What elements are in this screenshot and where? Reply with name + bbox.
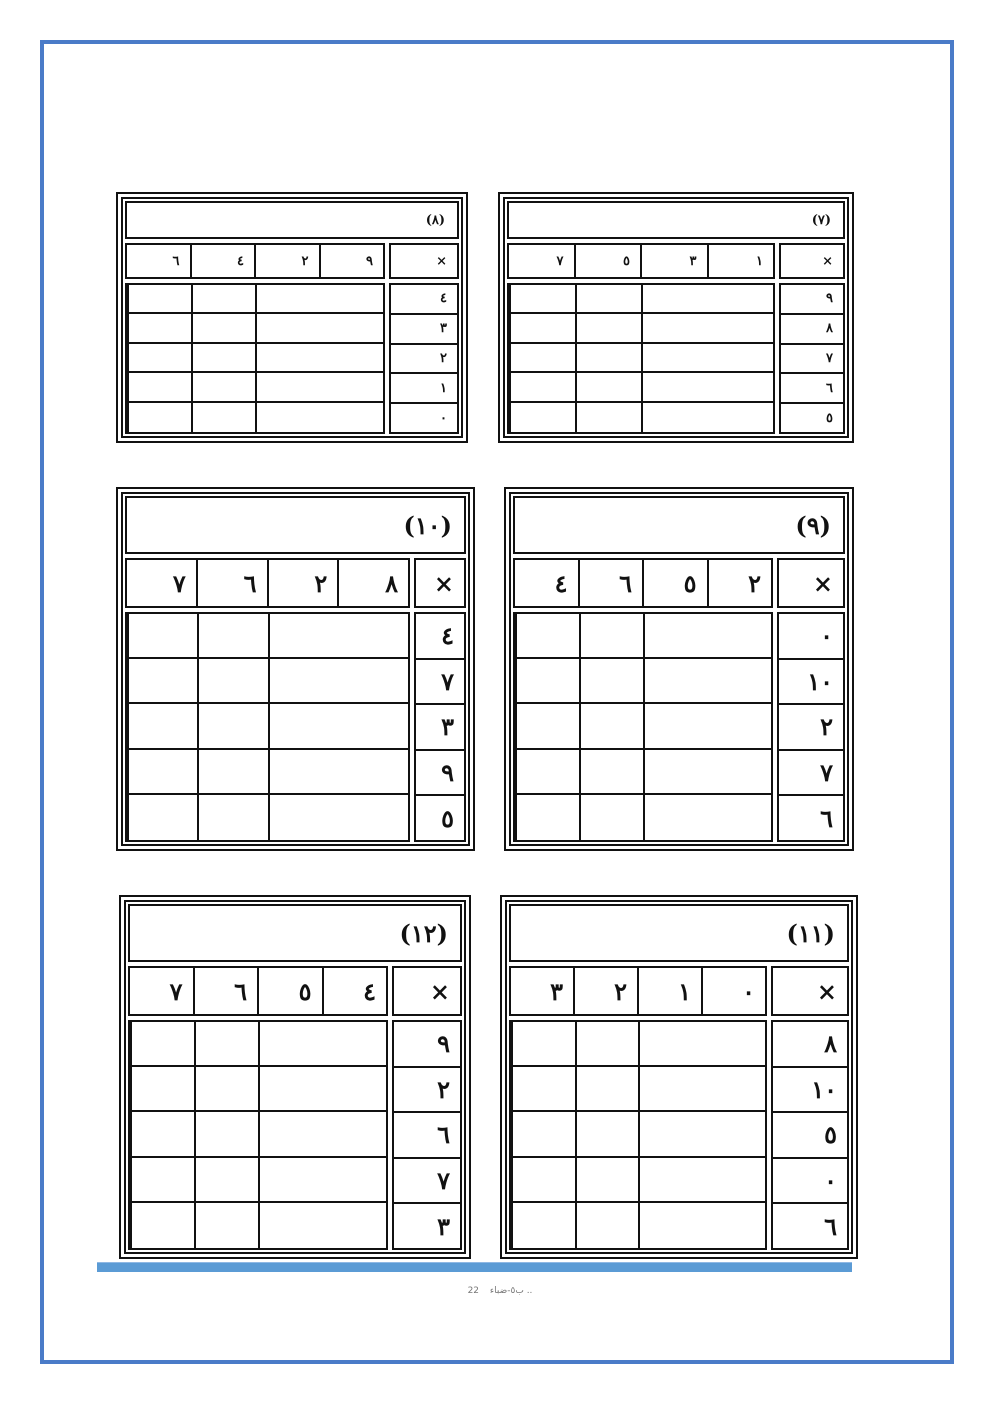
row-factor: ٧ bbox=[416, 660, 464, 706]
answer-cell[interactable] bbox=[707, 403, 773, 432]
row-factor: ٤ bbox=[416, 614, 464, 660]
answer-cell[interactable] bbox=[127, 373, 191, 402]
answer-cell[interactable] bbox=[641, 403, 707, 432]
answer-cell[interactable] bbox=[338, 795, 408, 840]
answer-cell[interactable] bbox=[191, 403, 255, 432]
answer-cell[interactable] bbox=[509, 403, 575, 432]
column-factor: ٧ bbox=[172, 568, 186, 598]
row-factors bbox=[777, 612, 845, 842]
answer-cell[interactable] bbox=[511, 1067, 575, 1112]
row-factor: ١ bbox=[391, 374, 457, 404]
answer-cell[interactable] bbox=[515, 750, 579, 795]
answer-block bbox=[125, 283, 459, 434]
row-factor: ٣ bbox=[391, 315, 457, 345]
answer-cell[interactable] bbox=[579, 704, 643, 749]
row-factor: ٧ bbox=[779, 751, 843, 797]
answer-cell[interactable] bbox=[579, 659, 643, 704]
answer-cell[interactable] bbox=[509, 285, 575, 314]
answer-cell[interactable] bbox=[638, 1158, 702, 1203]
column-factor: ٩ bbox=[319, 245, 384, 277]
answer-cell[interactable] bbox=[338, 614, 408, 659]
answer-block bbox=[507, 283, 845, 434]
row-factor: ٠ bbox=[773, 1159, 847, 1205]
answer-cell[interactable] bbox=[319, 314, 383, 343]
column-factor: ٠ bbox=[701, 968, 765, 1014]
answer-block bbox=[125, 612, 466, 842]
answer-cell[interactable] bbox=[197, 750, 267, 795]
multiply-sign: × bbox=[392, 966, 462, 1016]
answer-cell[interactable] bbox=[130, 1158, 194, 1203]
row-factor: ١٠ bbox=[773, 1068, 847, 1114]
row-factor: ٥ bbox=[826, 410, 833, 426]
column-factor: ٢ bbox=[254, 245, 319, 277]
answer-grid bbox=[125, 283, 385, 434]
multiplication-worksheet bbox=[116, 192, 468, 443]
row-factor: ٩ bbox=[416, 751, 464, 797]
answer-cell[interactable] bbox=[509, 314, 575, 343]
multiply-sign: × bbox=[414, 558, 466, 608]
column-factor: ٦ bbox=[193, 968, 258, 1014]
footer-author: ب٥-ضباء .. bbox=[489, 1286, 533, 1296]
answer-cell[interactable] bbox=[707, 373, 773, 402]
row-factor: ٦ bbox=[394, 1113, 460, 1159]
row-factor: ٣ bbox=[416, 705, 464, 751]
worksheet-inner-frame bbox=[124, 900, 466, 1254]
answer-cell[interactable] bbox=[575, 1203, 639, 1248]
row-factor: ٨ bbox=[773, 1022, 847, 1068]
answer-cell[interactable] bbox=[127, 285, 191, 314]
column-factor: ٣ bbox=[550, 976, 563, 1006]
answer-cell[interactable] bbox=[579, 614, 643, 659]
answer-cell[interactable] bbox=[319, 373, 383, 402]
answer-cell[interactable] bbox=[515, 795, 579, 840]
answer-cell[interactable] bbox=[702, 1158, 766, 1203]
answer-cell[interactable] bbox=[319, 344, 383, 373]
header-row bbox=[125, 243, 459, 279]
column-factor: ٧ bbox=[556, 253, 564, 269]
row-factor: ٠ bbox=[779, 614, 843, 660]
answer-cell[interactable] bbox=[319, 403, 383, 432]
worksheet-title: (١٢) bbox=[128, 904, 462, 962]
answer-cell[interactable] bbox=[641, 344, 707, 373]
row-factor: ٦ bbox=[781, 374, 843, 404]
answer-cell[interactable] bbox=[255, 285, 319, 314]
answer-cell[interactable] bbox=[575, 1112, 639, 1157]
answer-cell[interactable] bbox=[191, 285, 255, 314]
column-factor: ١ bbox=[637, 968, 701, 1014]
answer-cell[interactable] bbox=[258, 1067, 322, 1112]
worksheet-inner-frame bbox=[121, 492, 470, 846]
answer-cell[interactable] bbox=[575, 1022, 639, 1067]
footer-bar bbox=[97, 1262, 852, 1272]
answer-block bbox=[128, 1020, 462, 1250]
answer-cell[interactable] bbox=[575, 1158, 639, 1203]
answer-cell[interactable] bbox=[322, 1203, 386, 1248]
answer-cell[interactable] bbox=[515, 614, 579, 659]
answer-cell[interactable] bbox=[707, 344, 773, 373]
answer-cell[interactable] bbox=[194, 1158, 258, 1203]
header-row bbox=[125, 558, 466, 608]
answer-cell[interactable] bbox=[268, 704, 338, 749]
answer-cell[interactable] bbox=[641, 285, 707, 314]
answer-cell[interactable] bbox=[511, 1022, 575, 1067]
answer-cell[interactable] bbox=[707, 614, 771, 659]
column-factor: ٤ bbox=[190, 245, 255, 277]
worksheet-title: (١٠) bbox=[125, 496, 466, 554]
answer-cell[interactable] bbox=[255, 373, 319, 402]
row-factors bbox=[779, 283, 845, 434]
answer-cell[interactable] bbox=[322, 1067, 386, 1112]
answer-cell[interactable] bbox=[127, 614, 197, 659]
column-factor: ٣ bbox=[640, 245, 707, 277]
answer-cell[interactable] bbox=[130, 1112, 194, 1157]
row-factor: ٥ bbox=[441, 803, 454, 833]
answer-cell[interactable] bbox=[191, 314, 255, 343]
answer-cell[interactable] bbox=[643, 750, 707, 795]
answer-cell[interactable] bbox=[127, 314, 191, 343]
row-factor: ٣ bbox=[437, 1211, 450, 1241]
answer-cell[interactable] bbox=[127, 704, 197, 749]
answer-cell[interactable] bbox=[268, 750, 338, 795]
answer-cell[interactable] bbox=[575, 344, 641, 373]
answer-cell[interactable] bbox=[707, 314, 773, 343]
answer-cell[interactable] bbox=[194, 1112, 258, 1157]
answer-cell[interactable] bbox=[638, 1067, 702, 1112]
answer-cell[interactable] bbox=[638, 1203, 702, 1248]
row-factor: ٥ bbox=[773, 1113, 847, 1159]
row-factors bbox=[392, 1020, 462, 1250]
answer-cell[interactable] bbox=[575, 285, 641, 314]
column-factors bbox=[513, 558, 773, 608]
answer-grid bbox=[509, 1020, 767, 1250]
answer-cell[interactable] bbox=[638, 1112, 702, 1157]
answer-cell[interactable] bbox=[197, 704, 267, 749]
answer-cell[interactable] bbox=[319, 285, 383, 314]
answer-cell[interactable] bbox=[575, 314, 641, 343]
answer-cell[interactable] bbox=[338, 750, 408, 795]
answer-cell[interactable] bbox=[707, 704, 771, 749]
row-factors bbox=[771, 1020, 849, 1250]
column-factors bbox=[507, 243, 775, 279]
answer-cell[interactable] bbox=[707, 285, 773, 314]
answer-cell[interactable] bbox=[191, 373, 255, 402]
answer-cell[interactable] bbox=[515, 659, 579, 704]
answer-grid bbox=[125, 612, 410, 842]
multiply-sign: × bbox=[771, 966, 849, 1016]
row-factor: ٠ bbox=[440, 410, 447, 426]
column-factor: ٤ bbox=[322, 968, 387, 1014]
answer-cell[interactable] bbox=[511, 1112, 575, 1157]
answer-cell[interactable] bbox=[575, 403, 641, 432]
worksheet-inner-frame bbox=[505, 900, 853, 1254]
answer-cell[interactable] bbox=[643, 704, 707, 749]
answer-cell[interactable] bbox=[194, 1022, 258, 1067]
answer-cell[interactable] bbox=[197, 659, 267, 704]
worksheet-title: (٧) bbox=[507, 201, 845, 239]
answer-cell[interactable] bbox=[509, 344, 575, 373]
row-factor: ٦ bbox=[820, 803, 833, 833]
worksheet-title: (١١) bbox=[509, 904, 849, 962]
answer-cell[interactable] bbox=[191, 344, 255, 373]
answer-cell[interactable] bbox=[702, 1067, 766, 1112]
answer-cell[interactable] bbox=[127, 795, 197, 840]
answer-cell[interactable] bbox=[515, 704, 579, 749]
answer-cell[interactable] bbox=[127, 403, 191, 432]
multiplication-worksheet bbox=[500, 895, 858, 1259]
answer-grid bbox=[128, 1020, 388, 1250]
answer-cell[interactable] bbox=[511, 1203, 575, 1248]
column-factor: ٦ bbox=[172, 253, 180, 269]
column-factor: ٥ bbox=[574, 245, 641, 277]
answer-cell[interactable] bbox=[643, 614, 707, 659]
answer-cell[interactable] bbox=[255, 403, 319, 432]
row-factor: ٧ bbox=[781, 345, 843, 375]
header-row bbox=[128, 966, 462, 1016]
worksheet-inner-frame bbox=[121, 197, 463, 438]
column-factor: ١ bbox=[707, 245, 774, 277]
answer-cell[interactable] bbox=[268, 659, 338, 704]
multiplication-worksheet bbox=[498, 192, 854, 443]
multiply-sign: × bbox=[389, 243, 459, 279]
answer-cell[interactable] bbox=[575, 373, 641, 402]
header-row bbox=[509, 966, 849, 1016]
worksheet-title: (٩) bbox=[513, 496, 845, 554]
answer-cell[interactable] bbox=[130, 1022, 194, 1067]
column-factors bbox=[509, 966, 767, 1016]
column-factor: ٤ bbox=[554, 568, 568, 598]
answer-cell[interactable] bbox=[579, 750, 643, 795]
column-factor: ٦ bbox=[196, 560, 267, 606]
multiplication-worksheet bbox=[116, 487, 475, 851]
answer-cell[interactable] bbox=[268, 795, 338, 840]
answer-cell[interactable] bbox=[258, 1022, 322, 1067]
multiply-sign: × bbox=[779, 243, 845, 279]
column-factor: ٢ bbox=[573, 968, 637, 1014]
row-factor: ٧ bbox=[394, 1159, 460, 1205]
column-factor: ٧ bbox=[169, 976, 183, 1006]
answer-cell[interactable] bbox=[130, 1203, 194, 1248]
column-factor: ٥ bbox=[642, 560, 707, 606]
answer-cell[interactable] bbox=[509, 373, 575, 402]
answer-cell[interactable] bbox=[322, 1112, 386, 1157]
column-factor: ٨ bbox=[337, 560, 408, 606]
answer-cell[interactable] bbox=[127, 344, 191, 373]
answer-cell[interactable] bbox=[127, 659, 197, 704]
answer-cell[interactable] bbox=[258, 1112, 322, 1157]
row-factor: ٤ bbox=[391, 285, 457, 315]
answer-cell[interactable] bbox=[643, 795, 707, 840]
column-factors bbox=[125, 558, 410, 608]
answer-cell[interactable] bbox=[575, 1067, 639, 1112]
multiplication-worksheet bbox=[504, 487, 854, 851]
answer-cell[interactable] bbox=[638, 1022, 702, 1067]
answer-cell[interactable] bbox=[338, 704, 408, 749]
answer-cell[interactable] bbox=[258, 1203, 322, 1248]
answer-cell[interactable] bbox=[255, 314, 319, 343]
row-factor: ٨ bbox=[781, 315, 843, 345]
multiplication-worksheet bbox=[119, 895, 471, 1259]
answer-grid bbox=[513, 612, 773, 842]
header-row bbox=[513, 558, 845, 608]
column-factor: ٦ bbox=[578, 560, 643, 606]
answer-cell[interactable] bbox=[197, 795, 267, 840]
answer-block bbox=[513, 612, 845, 842]
row-factor: ٩ bbox=[781, 285, 843, 315]
answer-cell[interactable] bbox=[707, 659, 771, 704]
column-factor: ٢ bbox=[707, 560, 772, 606]
footer-text bbox=[400, 1286, 600, 1296]
answer-cell[interactable] bbox=[130, 1067, 194, 1112]
answer-cell[interactable] bbox=[702, 1112, 766, 1157]
answer-cell[interactable] bbox=[194, 1203, 258, 1248]
answer-cell[interactable] bbox=[707, 795, 771, 840]
answer-cell[interactable] bbox=[268, 614, 338, 659]
answer-cell[interactable] bbox=[702, 1203, 766, 1248]
footer-page-number: 22 bbox=[467, 1286, 480, 1296]
column-factor: ٥ bbox=[257, 968, 322, 1014]
answer-cell[interactable] bbox=[255, 344, 319, 373]
row-factor: ٢ bbox=[394, 1068, 460, 1114]
answer-cell[interactable] bbox=[707, 750, 771, 795]
row-factor: ٢ bbox=[779, 705, 843, 751]
answer-cell[interactable] bbox=[643, 659, 707, 704]
column-factors bbox=[128, 966, 388, 1016]
column-factor: ٢ bbox=[267, 560, 338, 606]
row-factor: ٦ bbox=[824, 1211, 837, 1241]
answer-cell[interactable] bbox=[322, 1158, 386, 1203]
answer-cell[interactable] bbox=[511, 1158, 575, 1203]
answer-cell[interactable] bbox=[194, 1067, 258, 1112]
column-factors bbox=[125, 243, 385, 279]
answer-cell[interactable] bbox=[127, 750, 197, 795]
answer-cell[interactable] bbox=[322, 1022, 386, 1067]
multiply-sign: × bbox=[777, 558, 845, 608]
answer-cell[interactable] bbox=[579, 795, 643, 840]
row-factors bbox=[414, 612, 466, 842]
row-factor: ١٠ bbox=[779, 660, 843, 706]
answer-cell[interactable] bbox=[641, 314, 707, 343]
worksheet-inner-frame bbox=[503, 197, 849, 438]
answer-cell[interactable] bbox=[258, 1158, 322, 1203]
header-row bbox=[507, 243, 845, 279]
answer-cell[interactable] bbox=[702, 1022, 766, 1067]
answer-cell[interactable] bbox=[197, 614, 267, 659]
row-factor: ٢ bbox=[391, 345, 457, 375]
answer-cell[interactable] bbox=[338, 659, 408, 704]
answer-cell[interactable] bbox=[641, 373, 707, 402]
row-factors bbox=[389, 283, 459, 434]
answer-block bbox=[509, 1020, 849, 1250]
answer-grid bbox=[507, 283, 775, 434]
worksheet-title: (٨) bbox=[125, 201, 459, 239]
worksheet-inner-frame bbox=[509, 492, 849, 846]
row-factor: ٩ bbox=[394, 1022, 460, 1068]
